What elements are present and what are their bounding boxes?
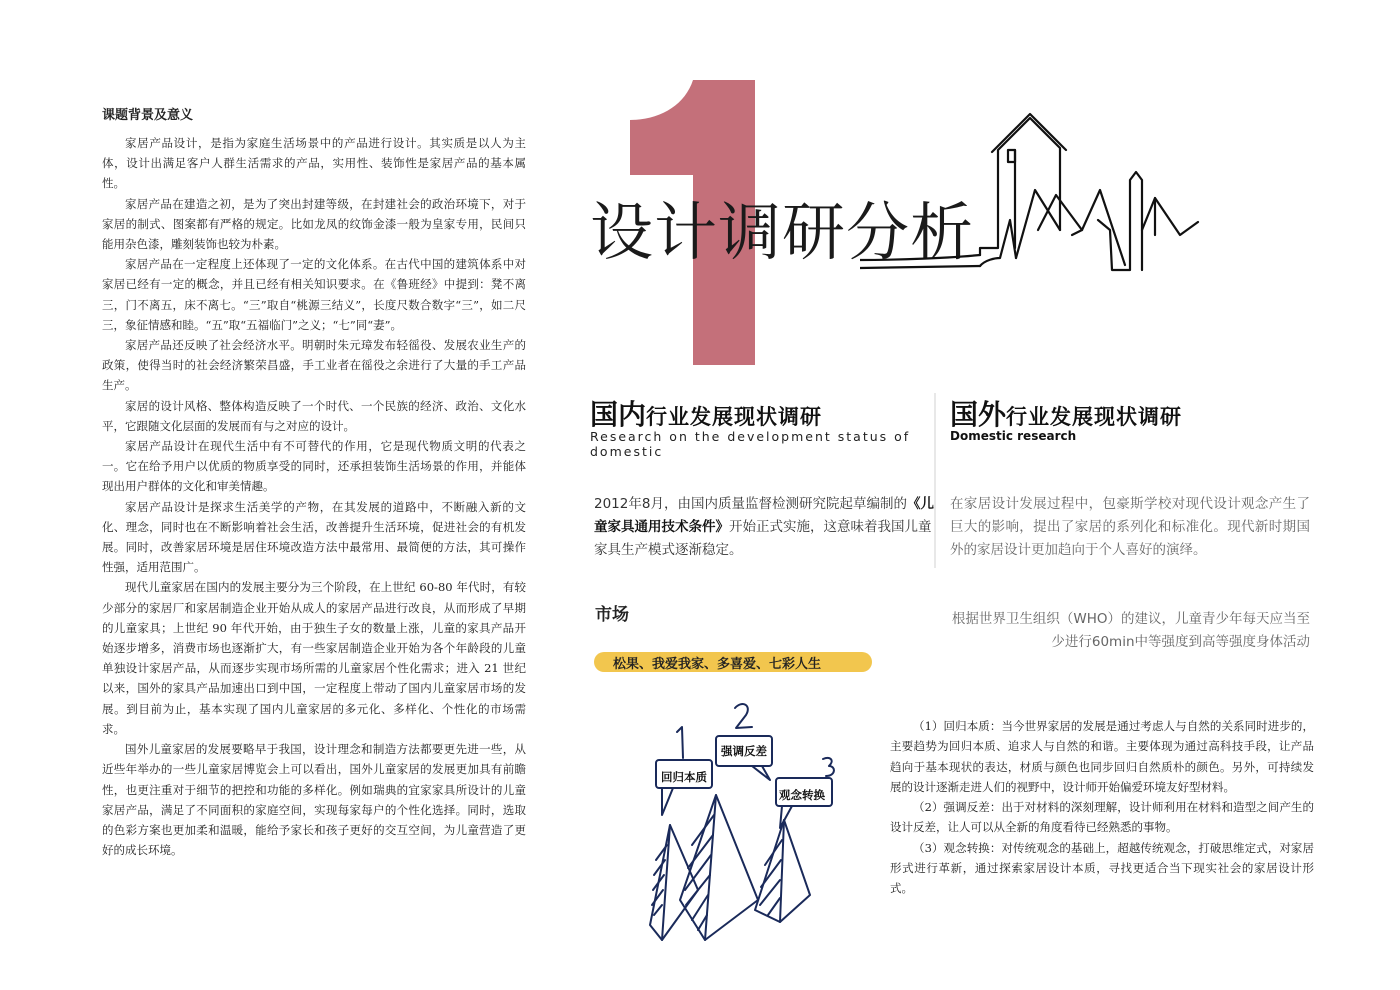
left-paragraph: 家居产品还反映了社会经济水平。明朝时朱元璋发布轻徭役、发展农业生产的政策，使得当时的社会经济繁荣昌盛，手工业者在徭役之余进行了大量的手工产品生产。: [102, 338, 526, 393]
left-paragraph: 家居产品设计是探求生活美学的产物，在其发展的道路中，不断融入新的文化、理念，同时也在不断影响着社会生活，改善提升生活环境，促进社会的有机发展。同时，改善家居环境是居住环境改造方法中最常用、最简便的方法，其可操作性强，适用范围广。: [102, 499, 526, 575]
bubble-label-concept-shift: 观念转换: [779, 788, 825, 802]
domestic-paragraph-part: 开始正式实施，这意味着我国儿童家具生产模式逐渐稳定。: [594, 519, 932, 558]
left-paragraph: 家居产品在建造之初，是为了突出封建等级，在封建社会的政治环境下，对于家居的制式、图案都有严格的规定。比如龙凤的纹饰金漆一般为皇家专用，民间只能用杂色漆，雕刻装饰也较为朴素。: [102, 196, 526, 252]
domestic-subtitle: Research on the development status of domestic: [590, 429, 911, 459]
trend-paragraph: （1）回归本质：当今世界家居的发展是通过考虑人与自然的关系同时进步的，主要趋势为回归本质、追求人与自然的和谐。主要体现为通过高科技手段，让产品趋向于基本现状的表达，材质与颜色也同步回归自然质朴的颜色。另外，可持续发展的设计逐渐走进人们的视野中，设计师开始偏爱环境友好型材料。: [890, 719, 1314, 794]
who-recommendation: 根据世界卫生组织（WHO）的建议，儿童青少年每天应当至少进行60min中等强度到高等强度身体活动: [951, 611, 1310, 650]
market-heading: 市场: [595, 605, 629, 625]
domestic-heading: [590, 393, 822, 433]
left-paragraph: 家居产品在一定程度上还体现了一定的文化体系。在古代中国的建筑体系中对家居已经有一定的概念，并且已经有相关知识要求。在《鲁班经》中提到：凳不离三，门不离五，床不离七。“三”取自“桃源三结义”，长度尺数合数字“三”，如二尺三，象征情感和睦。“五”取“五福临门”之义；“七”同“妻”。: [102, 257, 526, 332]
number-two-scribble: [735, 704, 752, 728]
trend-paragraph: （2）强调反差：出于对材料的深刻理解，设计师利用在材料和造型之间产生的设计反差，让人可以从全新的角度看待已经熟悉的事物。: [890, 800, 1314, 835]
foreign-heading: [950, 393, 1182, 433]
brand-list: 松果、我爱我家、多喜爱、七彩人生: [613, 657, 822, 672]
foreign-heading-big: 国外: [950, 398, 1007, 431]
foreign-subtitle: Domestic research: [950, 429, 1077, 443]
left-paragraph: 国外儿童家居的发展要略早于我国，设计理念和制造方法都要更先进一些，从近些年举办的一些儿童家居博览会上可以看出，国外儿童家居的发展更加具有前瞻性，也更注重对于细节的把控和功能的多样化。例如瑞典的宜家家具所设计的儿童家居产品，满足了不同面积的家庭空间，实现每家每户的个性化选择。同时，选取的色彩方案也更加柔和温暖，能给予家长和孩子更好的交互空间，为儿童营造了更好的成长环境。: [102, 742, 526, 858]
foreign-heading-small: 行业发展现状调研: [1006, 405, 1183, 429]
town-line-drawing-icon: [860, 110, 1205, 285]
left-column: [102, 104, 526, 860]
left-paragraph: 家居的设计风格、整体构造反映了一个时代、一个民族的经济、政治、文化水平，它跟随文化层面的发展而有与之对应的设计。: [102, 398, 526, 433]
domestic-paragraph: [594, 493, 934, 562]
number-one-scribble: [677, 727, 683, 758]
standard-title: 《儿童家具通用技术条件》: [594, 496, 934, 535]
foreign-paragraph: 在家居设计发展过程中，包豪斯学校对现代设计观念产生了巨大的影响，提出了家居的系列化和标准化。现代新时期国外的家居设计更加趋向于个人喜好的演绎。: [950, 496, 1310, 558]
left-paragraph: 家居产品设计，是指为家庭生活场景中的产品进行设计。其实质是以人为主体，设计出满足客户人群生活需求的产品，实用性、装饰性是家居产品的基本属性。: [102, 136, 526, 191]
trend-paragraph: （3）观念转换：对传统观念的基础上，超越传统观念，打破思维定式，对家居形式进行革新，通过探索家居设计本质，寻找更适合当下现实社会的家居设计形式。: [890, 840, 1314, 896]
right-column: [890, 716, 1314, 899]
number-three-scribble: [823, 758, 834, 776]
domestic-paragraph-part: 2012年8月，由国内质量监督检测研究院起草编制的: [594, 496, 907, 512]
domestic-heading-big: 国内: [590, 398, 647, 431]
trend-sketch-illustration: [640, 700, 840, 950]
page-title: 设计调研分析: [590, 196, 974, 269]
bubble-label-return-essence: 回归本质: [661, 770, 707, 784]
column-divider: [934, 393, 936, 568]
left-paragraph: 家居产品设计在现代生活中有不可替代的作用，它是现代物质文明的代表之一。它在给予用户以优质的物质享受的同时，还承担装饰生活场景的作用，并能体现出用户群体的文化和审美情趣。: [102, 439, 526, 494]
left-paragraph: 现代儿童家居在国内的发展主要分为三个阶段，在上世纪 60-80 年代时，有较少部分的家居厂和家居制造企业开始从成人的家居产品进行改良，从而形成了早期的儿童家具；上世纪 90 年代开始，由于独生子女的数量上涨，儿童的家具产品开始逐步增多，消费市场也逐渐扩大，有一些家居制造企业开始为各个年龄段的儿童单独设计家居产品，从而逐步实现市场所需的儿童家居个性化需求；进入 21 世纪以来，国外的家具产品加速出口到中国，一定程度上带动了国内儿童家居市场的发展。到目前为止，基本实现了国内儿童家居的多元化、多样化、个性化的市场需求。: [102, 580, 526, 736]
section-title-background: 课题背景及意义: [102, 108, 194, 123]
domestic-heading-small: 行业发展现状调研: [646, 405, 823, 429]
bubble-label-emphasize-contrast: 强调反差: [721, 744, 767, 758]
